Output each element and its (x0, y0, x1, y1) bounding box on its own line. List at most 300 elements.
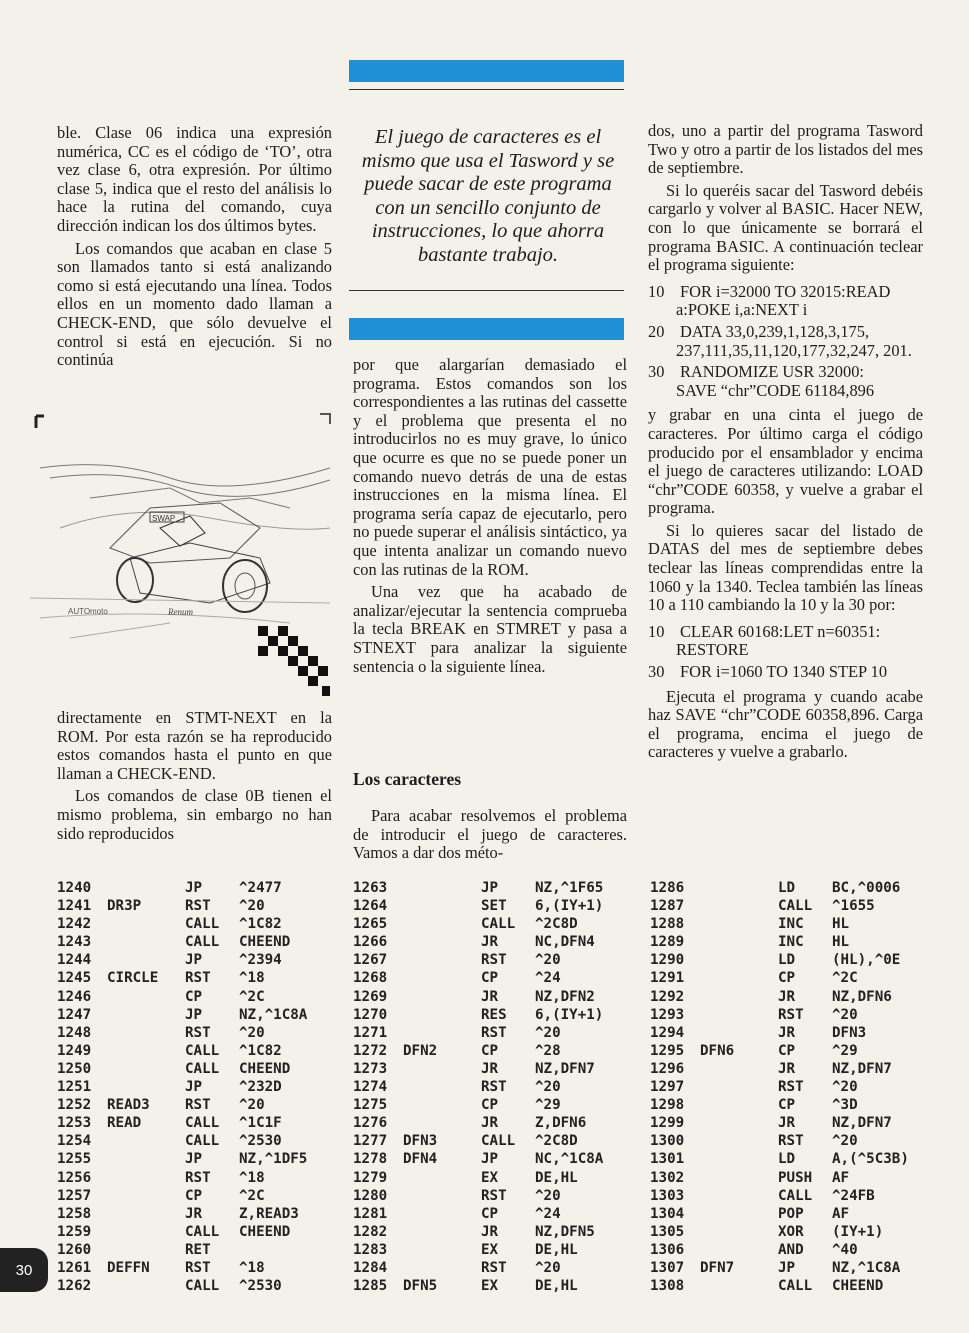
operand: ^24FB (832, 1187, 875, 1204)
asm-row (650, 1042, 942, 1060)
operand: 6,(IY+1) (535, 898, 604, 915)
line-number: 1288 (650, 916, 685, 933)
opcode: JR (778, 1060, 796, 1077)
paragraph: por que alargarían demasiado el programa. Estos comandos son los correspondientes a las rutinas del cassette y el problema que presenta el no introducirlos no es muy grave, lo único que ocurre es que no se puede poner un comando nuevo detrás de una de estas instrucciones en la misma línea. El programa sería capaz de ejecutarlo, pero no puede superar el análisis sintáctico, ya que intenta analizar un comando nuevo con las rutinas de la ROM. (353, 355, 627, 579)
opcode: JR (778, 1115, 796, 1132)
label (700, 1060, 778, 1078)
opcode: JP (185, 1151, 203, 1168)
label (700, 915, 778, 933)
opcode: PUSH (778, 1169, 813, 1186)
basic-line: 30 FOR i=1060 TO 1340 STEP 10 (648, 662, 888, 682)
operand: NZ,^1F65 (535, 880, 604, 896)
line-number: 1305 (650, 1223, 685, 1240)
operand: ^28 (535, 1042, 561, 1059)
line-number: 1255 (57, 1151, 92, 1168)
operand: ^2530 (239, 1278, 282, 1295)
label (403, 951, 481, 969)
opcode: CALL (778, 1278, 813, 1295)
opcode: JP (481, 1151, 499, 1168)
column-1-top (57, 124, 332, 374)
line-number: 1277 (353, 1133, 388, 1150)
line-number: 1279 (353, 1169, 388, 1186)
line-number: 1244 (57, 952, 92, 969)
sketch-moto: moto (90, 607, 108, 616)
operand: ^20 (832, 1133, 858, 1150)
opcode: JP (185, 1079, 203, 1096)
operand: ^20 (535, 1079, 561, 1096)
opcode: LD (778, 880, 796, 896)
line-number: 1260 (57, 1241, 92, 1258)
opcode: EX (481, 1278, 499, 1295)
asm-row (650, 933, 942, 951)
label (107, 1078, 185, 1096)
opcode: RST (481, 1079, 507, 1096)
operand: ^20 (239, 898, 265, 915)
opcode: AND (778, 1241, 804, 1258)
line-number: 1307 (650, 1259, 685, 1276)
line-number: 1275 (353, 1097, 388, 1114)
label (700, 1132, 778, 1150)
opcode: JR (481, 1223, 499, 1240)
line-number: 1258 (57, 1205, 92, 1222)
line-number: 1240 (57, 880, 92, 896)
label (403, 1241, 481, 1259)
operand: NZ,DFN7 (832, 1060, 892, 1077)
paragraph: Los comandos que acaban en clase 5 son llamados tanto si está analizando como si está ejecutando una línea. Todos ellos en un momento dado llaman a CHECK-END, que sólo devuelve el control si está en ejecución. Si no continúa (57, 238, 332, 370)
label (403, 1169, 481, 1187)
opcode: JR (778, 1024, 796, 1041)
sketch-signature: Renum (168, 607, 193, 617)
operand: ^2C (239, 1187, 265, 1204)
line-number: 1267 (353, 952, 388, 969)
asm-row (57, 915, 349, 933)
label (403, 1006, 481, 1024)
operand: ^40 (832, 1241, 858, 1258)
line-number: 1248 (57, 1024, 92, 1041)
line-number: 1265 (353, 916, 388, 933)
operand: NZ,^1C8A (832, 1259, 901, 1276)
label (700, 1096, 778, 1114)
operand: AF (832, 1205, 850, 1222)
opcode: RET (185, 1241, 211, 1258)
operand: HL (832, 934, 850, 951)
asm-row (57, 1006, 349, 1024)
label (107, 1042, 185, 1060)
line-number: 1299 (650, 1115, 685, 1132)
label (700, 1241, 778, 1259)
line-number: 1281 (353, 1205, 388, 1222)
opcode: POP (778, 1205, 804, 1222)
line-number: 1262 (57, 1278, 92, 1295)
label (107, 933, 185, 951)
pull-quote: El juego de caracteres es el mismo que usa el Tasword y se puede sacar de este programa con un sencillo conjunto de instrucciones, lo que ahorra bastante trabajo. (361, 126, 615, 266)
operand: ^232D (239, 1079, 282, 1096)
basic-line: 10 CLEAR 60168:LET n=60351: RESTORE (648, 621, 881, 660)
line-number: 1247 (57, 1006, 92, 1023)
asm-row (353, 1150, 645, 1168)
asm-row (650, 1096, 942, 1114)
opcode: JR (185, 1205, 203, 1222)
opcode: CP (481, 970, 499, 987)
label (403, 933, 481, 951)
label: DFN7 (700, 1259, 735, 1276)
paragraph: ble. Clase 06 indica una expresión numérica, CC es el código de ‘TO’, otra vez clase 6, otra expresión. Por último clase 5, indica que el resto del análisis lo hace la rutina del comando, cuya dirección indican los dos últimos bytes. (57, 123, 332, 235)
asm-row (650, 1132, 942, 1150)
opcode: CP (185, 1187, 203, 1204)
opcode: CP (481, 1205, 499, 1222)
line-number: 1241 (57, 898, 92, 915)
asm-row (353, 879, 645, 897)
sketch-auto: AUTO (68, 607, 91, 616)
label (700, 1169, 778, 1187)
line-number: 1284 (353, 1259, 388, 1276)
label (107, 1150, 185, 1168)
operand: ^20 (535, 952, 561, 969)
label (700, 1187, 778, 1205)
operand: DE,HL (535, 1241, 578, 1258)
line-number: 1274 (353, 1079, 388, 1096)
line-number: 1287 (650, 898, 685, 915)
line-number: 1278 (353, 1151, 388, 1168)
asm-row (57, 897, 349, 915)
opcode: RST (481, 1187, 507, 1204)
opcode: JR (481, 988, 499, 1005)
opcode: JP (185, 880, 203, 896)
line-number: 1301 (650, 1151, 685, 1168)
label (700, 879, 778, 897)
line-number: 1292 (650, 988, 685, 1005)
asm-row (57, 951, 349, 969)
opcode: JP (778, 1259, 796, 1276)
label: READ (107, 1115, 142, 1132)
asm-row (57, 1169, 349, 1187)
operand: NC,DFN4 (535, 934, 595, 951)
paragraph: dos, uno a partir del programa Tasword Two y otro a partir de los listados del mes de septiembre. (648, 121, 923, 178)
label (107, 1277, 185, 1295)
opcode: CP (185, 988, 203, 1005)
basic-line: 20 DATA 33,0,239,1,128,3,175, 237,111,35,11,120,177,32,247, 201. (648, 321, 912, 360)
operand: ^18 (239, 1169, 265, 1186)
label (107, 915, 185, 933)
operand: Z,READ3 (239, 1205, 299, 1222)
label: READ3 (107, 1097, 150, 1114)
line-number: 1249 (57, 1042, 92, 1059)
label (700, 1114, 778, 1132)
opcode: CP (778, 970, 796, 987)
line-number: 1250 (57, 1060, 92, 1077)
asm-row (57, 1259, 349, 1277)
label (700, 933, 778, 951)
opcode: RST (185, 970, 211, 987)
line-number: 1251 (57, 1079, 92, 1096)
asm-row (353, 1060, 645, 1078)
opcode: RES (481, 1006, 507, 1023)
line-number: 1253 (57, 1115, 92, 1132)
operand: ^20 (535, 1024, 561, 1041)
asm-row (57, 1187, 349, 1205)
operand: NZ,^1C8A (239, 1006, 308, 1023)
opcode: CP (481, 1042, 499, 1059)
operand: Z,DFN6 (535, 1115, 587, 1132)
line-number: 1273 (353, 1060, 388, 1077)
opcode: RST (185, 1259, 211, 1276)
label (700, 969, 778, 987)
line-number: 1293 (650, 1006, 685, 1023)
line-number: 1270 (353, 1006, 388, 1023)
opcode: CALL (185, 934, 220, 951)
line-number: 1294 (650, 1024, 685, 1041)
label: DEFFN (107, 1259, 150, 1276)
line-number: 1246 (57, 988, 92, 1005)
label: DR3P (107, 898, 142, 915)
operand: ^20 (239, 1097, 265, 1114)
line-number: 1303 (650, 1187, 685, 1204)
asm-row (650, 988, 942, 1006)
line-number: 1295 (650, 1042, 685, 1059)
line-number: 1261 (57, 1259, 92, 1276)
asm-row (353, 1241, 645, 1259)
opcode: JP (185, 1006, 203, 1023)
label (403, 897, 481, 915)
opcode: CP (481, 1097, 499, 1114)
line-number: 1257 (57, 1187, 92, 1204)
asm-row (353, 1096, 645, 1114)
label (403, 1078, 481, 1096)
opcode: CALL (481, 916, 516, 933)
opcode: RST (185, 898, 211, 915)
operand (239, 1241, 349, 1259)
line-number: 1272 (353, 1042, 388, 1059)
line-number: 1304 (650, 1205, 685, 1222)
line-number: 1271 (353, 1024, 388, 1041)
operand: (HL),^0E (832, 952, 901, 969)
opcode: XOR (778, 1223, 804, 1240)
line-number: 1266 (353, 934, 388, 951)
label (107, 1169, 185, 1187)
asm-row (353, 969, 645, 987)
opcode: EX (481, 1169, 499, 1186)
asm-row (353, 1024, 645, 1042)
operand: ^20 (239, 1024, 265, 1041)
label (700, 951, 778, 969)
operand: CHEEND (832, 1278, 884, 1295)
operand: ^2C8D (535, 1133, 578, 1150)
opcode: JR (778, 988, 796, 1005)
asm-row (57, 879, 349, 897)
opcode: LD (778, 952, 796, 969)
racing-car-sketch (30, 408, 335, 700)
line-number: 1245 (57, 970, 92, 987)
paragraph: Los comandos de clase 0B tienen el mismo problema, sin embargo no han sido reproducidos (57, 786, 332, 843)
line-number: 1297 (650, 1079, 685, 1096)
opcode: RST (778, 1006, 804, 1023)
label: DFN4 (403, 1151, 438, 1168)
line-number: 1242 (57, 916, 92, 933)
label (700, 1024, 778, 1042)
operand: ^1655 (832, 898, 875, 915)
operand: ^24 (535, 1205, 561, 1222)
operand: AF (832, 1169, 850, 1186)
label (700, 1205, 778, 1223)
asm-row (353, 1223, 645, 1241)
label: DFN2 (403, 1042, 438, 1059)
section-heading: Los caracteres (353, 769, 462, 789)
operand: ^2394 (239, 952, 282, 969)
operand: ^2C8D (535, 916, 578, 933)
label (700, 897, 778, 915)
opcode: RST (481, 1024, 507, 1041)
line-number: 1268 (353, 970, 388, 987)
operand: ^20 (832, 1079, 858, 1096)
operand: ^2C (239, 988, 265, 1005)
line-number: 1243 (57, 934, 92, 951)
label (700, 988, 778, 1006)
asm-row (650, 951, 942, 969)
asm-row (650, 1241, 942, 1259)
operand: NC,^1C8A (535, 1151, 604, 1168)
asm-row (353, 1006, 645, 1024)
label (107, 1132, 185, 1150)
asm-row (57, 1205, 349, 1223)
basic-listing-1 (648, 283, 923, 401)
label (403, 1205, 481, 1223)
opcode: SET (481, 898, 507, 915)
line-number: 1308 (650, 1278, 685, 1295)
line-number: 1286 (650, 880, 685, 896)
line-number: 1282 (353, 1223, 388, 1240)
label (700, 1078, 778, 1096)
label (107, 1223, 185, 1241)
asm-row (353, 1114, 645, 1132)
operand: ^18 (239, 1259, 265, 1276)
opcode: INC (778, 934, 804, 951)
label (107, 951, 185, 969)
line-number: 1285 (353, 1278, 388, 1295)
label (403, 1096, 481, 1114)
rule (349, 290, 624, 291)
asm-row (353, 933, 645, 951)
opcode: CP (778, 1097, 796, 1114)
asm-row (650, 1150, 942, 1168)
operand: ^1C82 (239, 1042, 282, 1059)
asm-row (650, 897, 942, 915)
asm-row (353, 915, 645, 933)
label (403, 915, 481, 933)
opcode: JP (185, 952, 203, 969)
opcode: JR (481, 1115, 499, 1132)
operand: NZ,DFN7 (535, 1060, 595, 1077)
basic-line: 30 RANDOMIZE USR 32000: SAVE “chr”CODE 61184,896 (648, 362, 875, 400)
line-number: 1252 (57, 1097, 92, 1114)
line-number: 1276 (353, 1115, 388, 1132)
opcode: RST (185, 1097, 211, 1114)
opcode: CALL (185, 1133, 220, 1150)
asm-listing-2 (353, 879, 645, 1295)
asm-row (57, 1150, 349, 1168)
operand: BC,^0006 (832, 880, 901, 896)
asm-row (57, 1132, 349, 1150)
label: DFN6 (700, 1042, 735, 1059)
label (700, 1006, 778, 1024)
asm-row (57, 1114, 349, 1132)
asm-row (650, 1024, 942, 1042)
asm-row (353, 1259, 645, 1277)
label (107, 988, 185, 1006)
asm-row (57, 969, 349, 987)
asm-row (57, 1024, 349, 1042)
operand: DE,HL (535, 1169, 578, 1186)
label (403, 1259, 481, 1277)
basic-listing-2 (648, 623, 923, 682)
asm-row (57, 1223, 349, 1241)
operand: ^18 (239, 970, 265, 987)
paragraph: Para acabar resolvemos el problema de introducir el juego de caracteres. Vamos a dar dos méto- (353, 806, 627, 863)
basic-line: 10 FOR i=32000 TO 32015:READ a:POKE i,a:NEXT i (648, 281, 891, 320)
operand: ^20 (535, 1259, 561, 1276)
asm-row (57, 933, 349, 951)
opcode: INC (778, 916, 804, 933)
line-number: 1263 (353, 880, 388, 896)
label (107, 1205, 185, 1223)
label (403, 1187, 481, 1205)
operand: 6,(IY+1) (535, 1006, 604, 1023)
label (107, 1024, 185, 1042)
opcode: JR (481, 934, 499, 951)
operand: ^24 (535, 970, 561, 987)
asm-row (353, 988, 645, 1006)
asm-row (650, 969, 942, 987)
operand: A,(^5C3B) (832, 1151, 909, 1168)
opcode: LD (778, 1151, 796, 1168)
operand: HL (832, 916, 850, 933)
line-number: 1269 (353, 988, 388, 1005)
asm-row (353, 1187, 645, 1205)
asm-row (353, 951, 645, 969)
line-number: 1306 (650, 1241, 685, 1258)
opcode: CALL (481, 1133, 516, 1150)
opcode: RST (778, 1133, 804, 1150)
asm-row (353, 1132, 645, 1150)
operand: CHEEND (239, 934, 291, 951)
sketch-sign: SWAP (152, 514, 176, 523)
operand: ^3D (832, 1097, 858, 1114)
operand: ^20 (535, 1187, 561, 1204)
opcode: RST (185, 1024, 211, 1041)
asm-row (57, 988, 349, 1006)
label (403, 1223, 481, 1241)
asm-row (650, 1060, 942, 1078)
label (403, 1060, 481, 1078)
paragraph: Ejecuta el programa y cuando acabe haz SAVE “chr”CODE 60358,896. Carga el programa, encima el juego de caracteres y vuelve a grabarlo. (648, 686, 923, 762)
asm-row (650, 1169, 942, 1187)
asm-row (650, 1277, 942, 1295)
blue-bar-bottom (349, 318, 624, 340)
line-number: 1289 (650, 934, 685, 951)
operand: ^2530 (239, 1133, 282, 1150)
checkered-flag (258, 626, 330, 696)
line-number: 1254 (57, 1133, 92, 1150)
line-number: 1280 (353, 1187, 388, 1204)
asm-row (353, 1205, 645, 1223)
asm-row (353, 1042, 645, 1060)
operand: ^2C (832, 970, 858, 987)
paragraph: Si lo queréis sacar del Tasword debéis cargarlo y volver al BASIC. Hacer NEW, con lo que únicamente se borrará el programa BASIC. A continuación teclear el programa siguiente: (648, 180, 923, 275)
asm-row (650, 1114, 942, 1132)
opcode: RST (778, 1079, 804, 1096)
label: CIRCLE (107, 970, 159, 987)
blue-bar-top (349, 60, 624, 82)
label (107, 879, 185, 897)
